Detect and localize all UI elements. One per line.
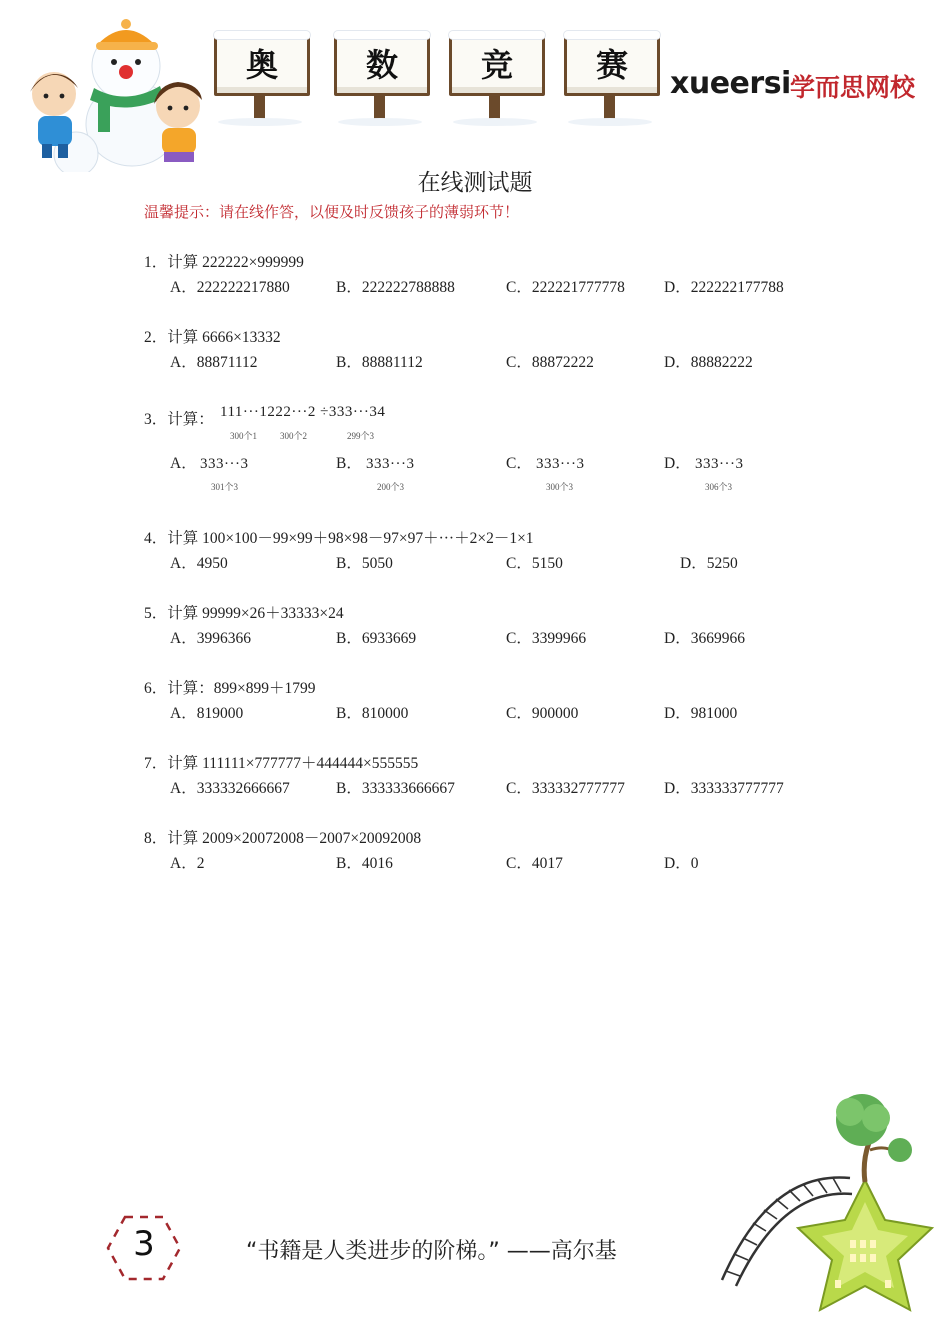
question-1-option-d[interactable]: D．222222177788 — [664, 279, 784, 296]
question-5-stem: 5．计算 99999×26＋33333×24 — [144, 605, 344, 622]
question-3-option-d-expr: 333···3 — [695, 456, 744, 472]
snowman-kids-illustration — [14, 14, 214, 172]
question-3-expression: 111···1222···2 ÷333···34 — [220, 404, 386, 420]
question-5-option-d[interactable]: D．3669966 — [664, 630, 745, 647]
tree-arch-illustration — [700, 1090, 940, 1340]
question-1-option-b[interactable]: B．222222788888 — [336, 279, 455, 296]
question-3-brace-label: 300个2 — [280, 431, 308, 441]
page-title: 在线测试题 — [417, 170, 533, 195]
question-5-option-b[interactable]: B．6933669 — [336, 630, 417, 647]
question-7-stem: 7．计算 111111×777777＋444444×555555 — [144, 755, 419, 772]
tip-text: 温馨提示：请在线作答，以便及时反馈孩子的薄弱环节！ — [144, 205, 520, 221]
question-8-option-d[interactable]: D．0 — [664, 855, 699, 872]
sign-ao — [214, 34, 310, 130]
question-5-option-c[interactable]: C．3399966 — [506, 630, 587, 647]
question-3-option-d[interactable]: D． — [664, 455, 691, 472]
question-4-stem: 4．计算 100×100－99×99＋98×98－97×97＋···＋2×2－1×1 — [144, 530, 534, 547]
question-7-option-d[interactable]: D．333333777777 — [664, 780, 784, 797]
question-3-option-a-expr: 333···3 — [200, 456, 249, 472]
question-5-option-a[interactable]: A．3996366 — [170, 630, 251, 647]
sign-char: 数 — [365, 46, 398, 84]
question-4-option-c[interactable]: C．5150 — [506, 555, 563, 572]
question-3-option-d-count: 306个3 — [705, 482, 733, 492]
sign-char: 奥 — [245, 46, 278, 84]
question-2-option-b[interactable]: B．88881112 — [336, 354, 423, 371]
question-1-option-a[interactable]: A．222222217880 — [170, 279, 290, 296]
question-3-option-a-count: 301个3 — [211, 482, 239, 492]
page-number-badge — [106, 1214, 182, 1282]
brand-logo-cn: 学而思网校 — [790, 73, 916, 102]
question-8-option-b[interactable]: B．4016 — [336, 855, 393, 872]
page-number: 3 — [133, 1224, 155, 1264]
question-3-option-c-expr: 333···3 — [536, 456, 585, 472]
question-3-option-b[interactable]: B． — [336, 455, 362, 472]
question-7-option-b[interactable]: B．333333666667 — [336, 780, 455, 797]
question-4-option-a[interactable]: A．4950 — [170, 555, 228, 572]
question-3-brace-label: 300个1 — [230, 431, 258, 441]
question-4-option-b[interactable]: B．5050 — [336, 555, 393, 572]
sign-jing — [449, 34, 545, 130]
question-1-stem: 1．计算 222222×999999 — [144, 254, 304, 271]
sign-shu — [334, 34, 430, 130]
question-7-option-c[interactable]: C．333332777777 — [506, 780, 625, 797]
question-2-option-c[interactable]: C．88872222 — [506, 354, 594, 371]
question-6-option-d[interactable]: D．981000 — [664, 705, 738, 722]
question-3-option-a[interactable]: A． — [170, 455, 197, 472]
question-6-option-a[interactable]: A．819000 — [170, 705, 244, 722]
question-2-option-a[interactable]: A．88871112 — [170, 354, 258, 371]
footer-quote: “书籍是人类进步的阶梯。” ——高尔基 — [246, 1239, 617, 1264]
question-6-option-b[interactable]: B．810000 — [336, 705, 409, 722]
question-8-option-a[interactable]: A．2 — [170, 855, 205, 872]
question-7-option-a[interactable]: A．333332666667 — [170, 780, 290, 797]
question-2-option-d[interactable]: D．88882222 — [664, 354, 753, 371]
question-3-option-c[interactable]: C． — [506, 455, 532, 472]
question-1-option-c[interactable]: C．222221777778 — [506, 279, 625, 296]
question-3-option-b-expr: 333···3 — [366, 456, 415, 472]
question-8-stem: 8．计算 2009×20072008－2007×20092008 — [144, 830, 422, 847]
question-2-stem: 2．计算 6666×13332 — [144, 329, 281, 346]
question-3-stem: 3．计算： — [144, 411, 214, 428]
brand-logo-latin: xueersi — [670, 66, 791, 101]
question-3-option-b-count: 200个3 — [377, 482, 405, 492]
question-3-option-c-count: 300个3 — [546, 482, 574, 492]
question-6-stem: 6．计算：899×899＋1799 — [144, 680, 316, 697]
sign-char: 竞 — [480, 46, 513, 84]
question-3-brace-label: 299个3 — [347, 431, 375, 441]
question-4-option-d[interactable]: D．5250 — [680, 555, 738, 572]
question-8-option-c[interactable]: C．4017 — [506, 855, 563, 872]
sign-char: 赛 — [595, 46, 628, 84]
question-6-option-c[interactable]: C．900000 — [506, 705, 579, 722]
sign-sai — [564, 34, 660, 130]
